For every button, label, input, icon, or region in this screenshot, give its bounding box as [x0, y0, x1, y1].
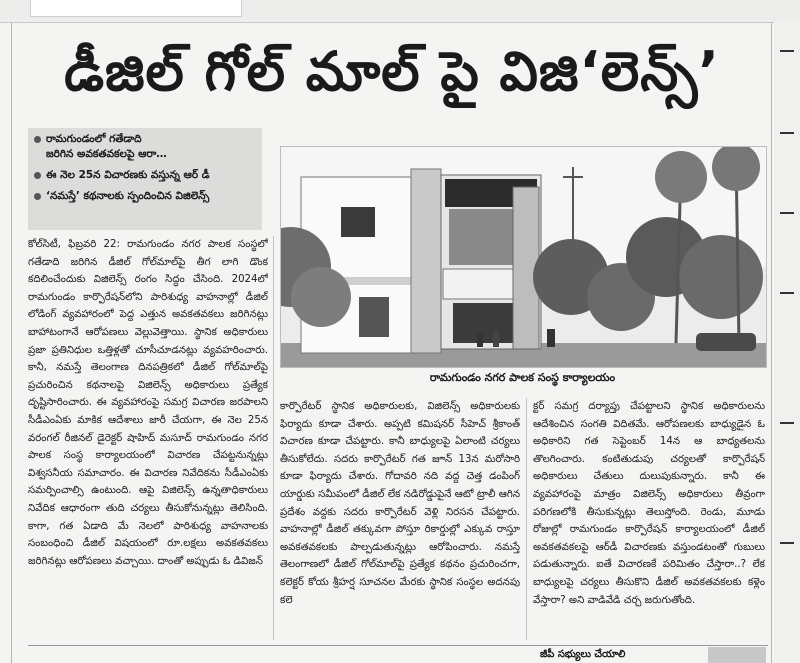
highlight-item: రామగుండంలో గతేడాది	[34, 132, 256, 147]
highlight-item: జరిగిన అవకతవకలపై ఆరా…	[46, 148, 167, 160]
top-strip	[0, 0, 800, 23]
previous-section-edge	[30, 0, 242, 17]
article-headline: డీజిల్ గోల్ మాల్ పై విజి‘లెన్స్’	[64, 40, 720, 103]
bullet-icon	[34, 136, 41, 143]
column-text: కోల్‌సిటీ, ఫిబ్రవరి 22: రామగుండం నగర పాలక సంస్థలో గతేడాది జరిగిన డీజిల్ గోల్‌మాల్‌పై తీగ లాగి డొంక కదిలించేందుకు విజిలెన్స్ రంగం సిద్ధం చేసింది. 2024లో రామగుండం కార్పొరేషన్‌లోని పారిశుధ్య వాహనాల్లో డీజిల్ లోడింగ్ వ్యవహారంలో పెద్ద ఎత్తున అవకతవకలు జరిగినట్లు బాహాటంగానే ఆరోపణలు వెల్లువెత్తాయి. స్థానిక అధికారులు ప్రజా ప్రతినిధుల ఒత్తిళ్లతో చూసీచూడనట్లు వ్యవహరించారు. కానీ, నమస్తే తెలంగాణ దినపత్రికలో డీజిల్ గోల్‌మాల్‌పై ప్రచురించిన కథనాలపై విజిలెన్స్ అధికారులు ప్రత్యేక దృష్టిసారించారు. ఈ వ్యవహారంపై సమగ్ర విచారణ జరపాలని సీడీఎంఏకు మాకిక ఆదేశాలు జారీ చేయగా, ఈ నెల 25న వరంగల్ రీజినల్ డైరెక్టర్ షాహిద్ మసూద్ రామగుండం నగర పాలక సంస్థ కార్యాలయంలో విచారణ చేపట్టనున్నట్లు విశ్వసనీయ సమాచారం. ఈ విచారణ నివేదికను సీడీఎంఏకు సమర్పించాల్సి ఉంటుంది. ఆపై విజిలెన్స్ ఉన్నతాధికారులు నివేదిక ఆధారంగా తుది చర్యలు తీసుకోనున్నట్లు తెలిసింది. కాగా, గత ఏడాది మే నెలలో పారిశుధ్య వాహనాలకు సంబంధించి డీజిల్ విషయంలో రూ.లక్షలు అవకతవకలు జరిగినట్లు ఆరోపణలు వచ్చాయి. దాంతో అప్పుడు ఓ డివిజన్	[28, 239, 268, 567]
photo-caption: రామగుండం నగర పాలక సంస్థ కార్యాలయం	[429, 371, 616, 384]
bullet-icon	[34, 193, 41, 200]
highlight-item: ‘నమస్తే’ కథనాలకు స్పందించిన విజిలెన్స్	[34, 189, 256, 204]
office-building-photo	[280, 146, 767, 368]
right-column-rule	[771, 22, 772, 663]
building-illustration	[281, 147, 766, 367]
left-column-rule	[11, 22, 12, 663]
column-text: క్టర్ సమగ్ర దర్యాప్తు చేపట్టాలని స్థానిక అధికారులను ఆదేశించిన సంగతి విదితమే. ఆరోపణలకు బాధ్యుడైన ఓ అధికారిని గత సెప్టెంబర్ 14న ఆ బాధ్యతలను తొలగించారు. కంటితుడుపు చర్యలతో కార్పొరేషన్ అధికారులు చేతులు దులుపుకున్నారు. కానీ ఈ వ్యవహారంపై మాత్రం విజిలెన్స్ అధికారులు తీవ్రంగా పరిగణలోకి తీసుకున్నట్లు తెలుస్తోంది. రెండు, మూడు రోజుల్లో రామగుండం కార్పొరేషన్ కార్యాలయంలో డీజిల్ అవకతవకలపై ఆర్‌డీ విచారణకు వస్తుండటంతో గుబులు పడుతున్నారు. ఐతే విచారణకే పరిమితం చేస్తారా..? లేక బాధ్యులపై చర్యలు తీసుకొని డీజిల్ అవకతవకలకు కళ్లెం వేస్తారా? అని వాడివేడి చర్చ జరుగుతోంది.	[533, 401, 765, 606]
bullet-icon	[34, 172, 41, 179]
edge-mark	[780, 50, 794, 52]
article-column-1	[28, 236, 268, 640]
column-divider	[526, 398, 527, 640]
article-column-3	[533, 398, 765, 640]
column-divider	[273, 236, 274, 640]
bottom-divider	[28, 645, 768, 646]
adjacent-article-edge	[774, 22, 800, 663]
edge-mark	[780, 292, 794, 294]
highlight-item: ఈ నెల 25న విచారణకు వస్తున్న ఆర్ డీ	[34, 168, 256, 183]
edge-mark	[780, 422, 794, 424]
edge-mark	[780, 542, 794, 544]
next-article-photo	[708, 647, 766, 663]
article-column-2	[280, 398, 520, 640]
edge-mark	[780, 132, 794, 134]
next-article-strip	[28, 645, 768, 663]
highlights-box	[28, 128, 262, 230]
column-text: కార్పొరేటర్ స్థానిక అధికారులకు, విజిలెన్స్ అధికారులకు ఫిర్యాదు కూడా చేశారు. అప్పటి కమిషనర్ సీహెచ్ శ్రీకాంత్ విచారణ కూడా చేపట్టారు. కానీ బాధ్యులపై ఏలాంటి చర్యలు తీసుకోలేదు. సదరు కార్పొరేటర్ గత జూన్ 13న మరోసారి కూడా ఫిర్యాదు చేశారు. గోదావరి నది వద్ద చెత్త డంపింగ్ యార్డుకు సమీపంలో డీజిల్ లేక నడిరోడ్డుపైనే ఆటో ట్రాలీ ఆగిన ప్రదేశం వద్దకు సదరు కార్పొరేటర్ వెళ్లి నిరసన చేపట్టారు. వాహనాల్లో డీజిల్ తక్కువగా పోస్తూ రికార్డుల్లో ఎక్కువ రాస్తూ అవకతవకలకు పాల్పడుతున్నట్లు ఆరోపించారు. నమస్తే తెలంగాణలో డీజిల్ గోల్‌మాల్‌పై ప్రత్యేక కథనం ప్రచురించగా, కలెక్టర్ కోయ శ్రీహర్ష సూచనల మేరకు స్థానిక సంస్థల అదనపు కలె	[280, 401, 520, 606]
next-article-heading: జీపీ సభ్యులు చేయాలి	[540, 649, 626, 660]
edge-mark	[780, 212, 794, 214]
